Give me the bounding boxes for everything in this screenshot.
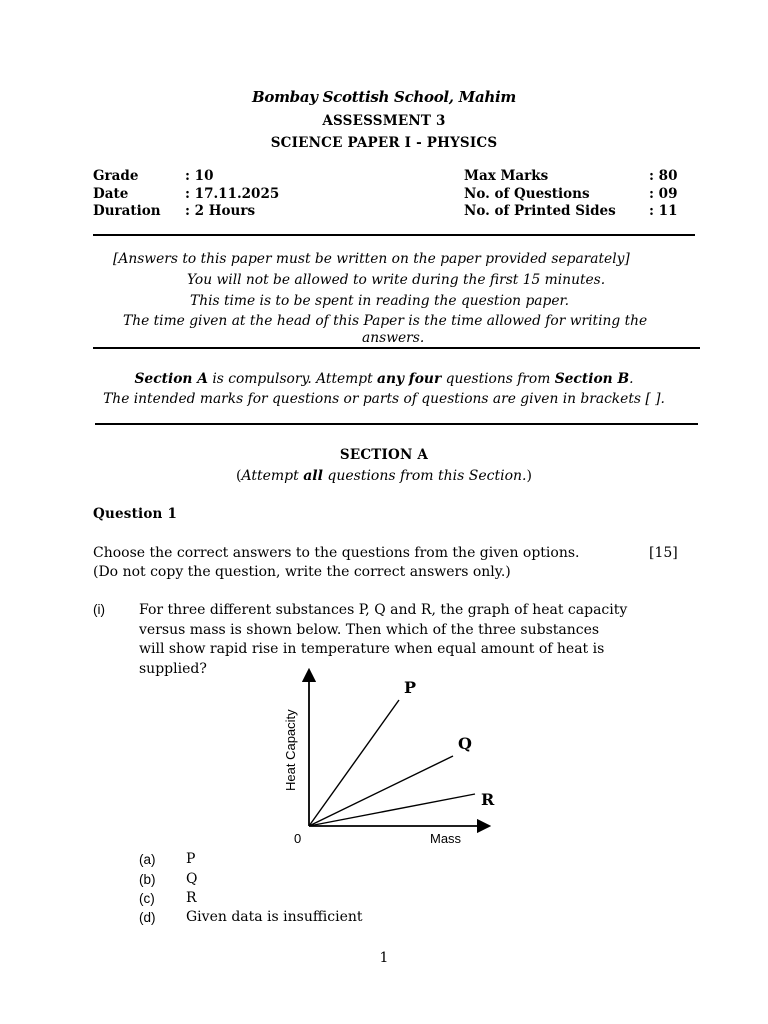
instruction-line-4: The time given at the head of this Paper is the time allowed for writing the bbox=[123, 313, 648, 329]
sub-text-1: Attempt bbox=[241, 468, 304, 484]
section-a-ref: Section A bbox=[134, 371, 208, 387]
assessment-title: ASSESSMENT 3 bbox=[322, 113, 446, 129]
sub-all: all bbox=[303, 468, 323, 484]
note-text-3: . bbox=[629, 371, 634, 387]
part-i-line-3: will show rapid rise in temperature when equal amount of heat is bbox=[139, 641, 605, 657]
printed-sides-label: No. of Printed Sides bbox=[464, 203, 616, 219]
option-c-label: (c) bbox=[139, 891, 155, 906]
page-number: 1 bbox=[379, 950, 389, 966]
y-axis-label: Heat Capacity bbox=[283, 709, 298, 791]
x-axis-label: Mass bbox=[430, 831, 462, 846]
instruction-line-4-cont: answers. bbox=[362, 330, 425, 346]
paren-open: ( bbox=[236, 468, 242, 484]
num-questions-value: : 09 bbox=[649, 186, 678, 202]
date-label: Date bbox=[93, 186, 129, 202]
label-q: Q bbox=[458, 734, 472, 753]
part-i-line-1: For three different substances P, Q and R, the graph of heat capacity bbox=[139, 602, 628, 618]
date-value: : 17.11.2025 bbox=[185, 186, 280, 202]
divider-1 bbox=[93, 234, 695, 236]
max-marks-value: : 80 bbox=[649, 168, 678, 184]
note-text-1: is compulsory. Attempt bbox=[207, 371, 377, 387]
option-d-label: (d) bbox=[139, 910, 156, 925]
divider-2 bbox=[93, 347, 700, 349]
part-i-label: (i) bbox=[93, 602, 105, 617]
max-marks-label: Max Marks bbox=[464, 168, 549, 184]
question-1-note: (Do not copy the question, write the correct answers only.) bbox=[93, 564, 511, 580]
sections-note-line-1 bbox=[0, 371, 768, 387]
option-b-text: Q bbox=[186, 871, 198, 887]
instruction-line-2: You will not be allowed to write during the first 15 minutes. bbox=[187, 272, 606, 288]
option-b-label: (b) bbox=[139, 872, 156, 887]
paren-close: ) bbox=[526, 468, 532, 484]
label-r: R bbox=[481, 790, 495, 809]
option-a-text: P bbox=[186, 851, 196, 867]
paper-title: SCIENCE PAPER I - PHYSICS bbox=[270, 135, 498, 151]
sub-text-2: questions from this Section. bbox=[322, 468, 527, 484]
option-d-text: Given data is insufficient bbox=[186, 909, 363, 925]
origin-label: 0 bbox=[294, 831, 302, 846]
section-b-ref: Section B bbox=[554, 371, 630, 387]
duration-label: Duration bbox=[93, 203, 161, 219]
option-c-text: R bbox=[186, 890, 197, 906]
any-four: any four bbox=[377, 371, 442, 387]
heat-capacity-graph bbox=[270, 665, 510, 855]
sections-note-line-2: The intended marks for questions or parts of questions are given in brackets [ ]. bbox=[103, 391, 665, 407]
num-questions-label: No. of Questions bbox=[464, 186, 590, 202]
option-a-label: (a) bbox=[139, 852, 156, 867]
school-name: Bombay Scottish School, Mahim bbox=[252, 88, 516, 106]
grade-value: : 10 bbox=[185, 168, 214, 184]
part-i-line-4: supplied? bbox=[139, 661, 207, 677]
instruction-line-3: This time is to be spent in reading the question paper. bbox=[190, 293, 569, 309]
section-a-title: SECTION A bbox=[339, 447, 429, 463]
grade-label: Grade bbox=[93, 168, 139, 184]
note-text-2: questions from bbox=[441, 371, 555, 387]
question-1-instruction: Choose the correct answers to the questions from the given options. bbox=[93, 545, 580, 561]
question-1-marks: [15] bbox=[649, 545, 678, 561]
line-p bbox=[309, 700, 399, 826]
instruction-line-1: [Answers to this paper must be written on the paper provided separately] bbox=[113, 251, 630, 267]
duration-value: : 2 Hours bbox=[185, 203, 256, 219]
part-i-line-2: versus mass is shown below. Then which of the three substances bbox=[139, 622, 600, 638]
line-r bbox=[309, 794, 475, 826]
label-p: P bbox=[404, 678, 417, 697]
section-a-subtitle bbox=[0, 468, 768, 484]
printed-sides-value: : 11 bbox=[649, 203, 678, 219]
question-1-title: Question 1 bbox=[93, 506, 178, 522]
line-q bbox=[309, 756, 453, 826]
divider-3 bbox=[95, 423, 698, 425]
